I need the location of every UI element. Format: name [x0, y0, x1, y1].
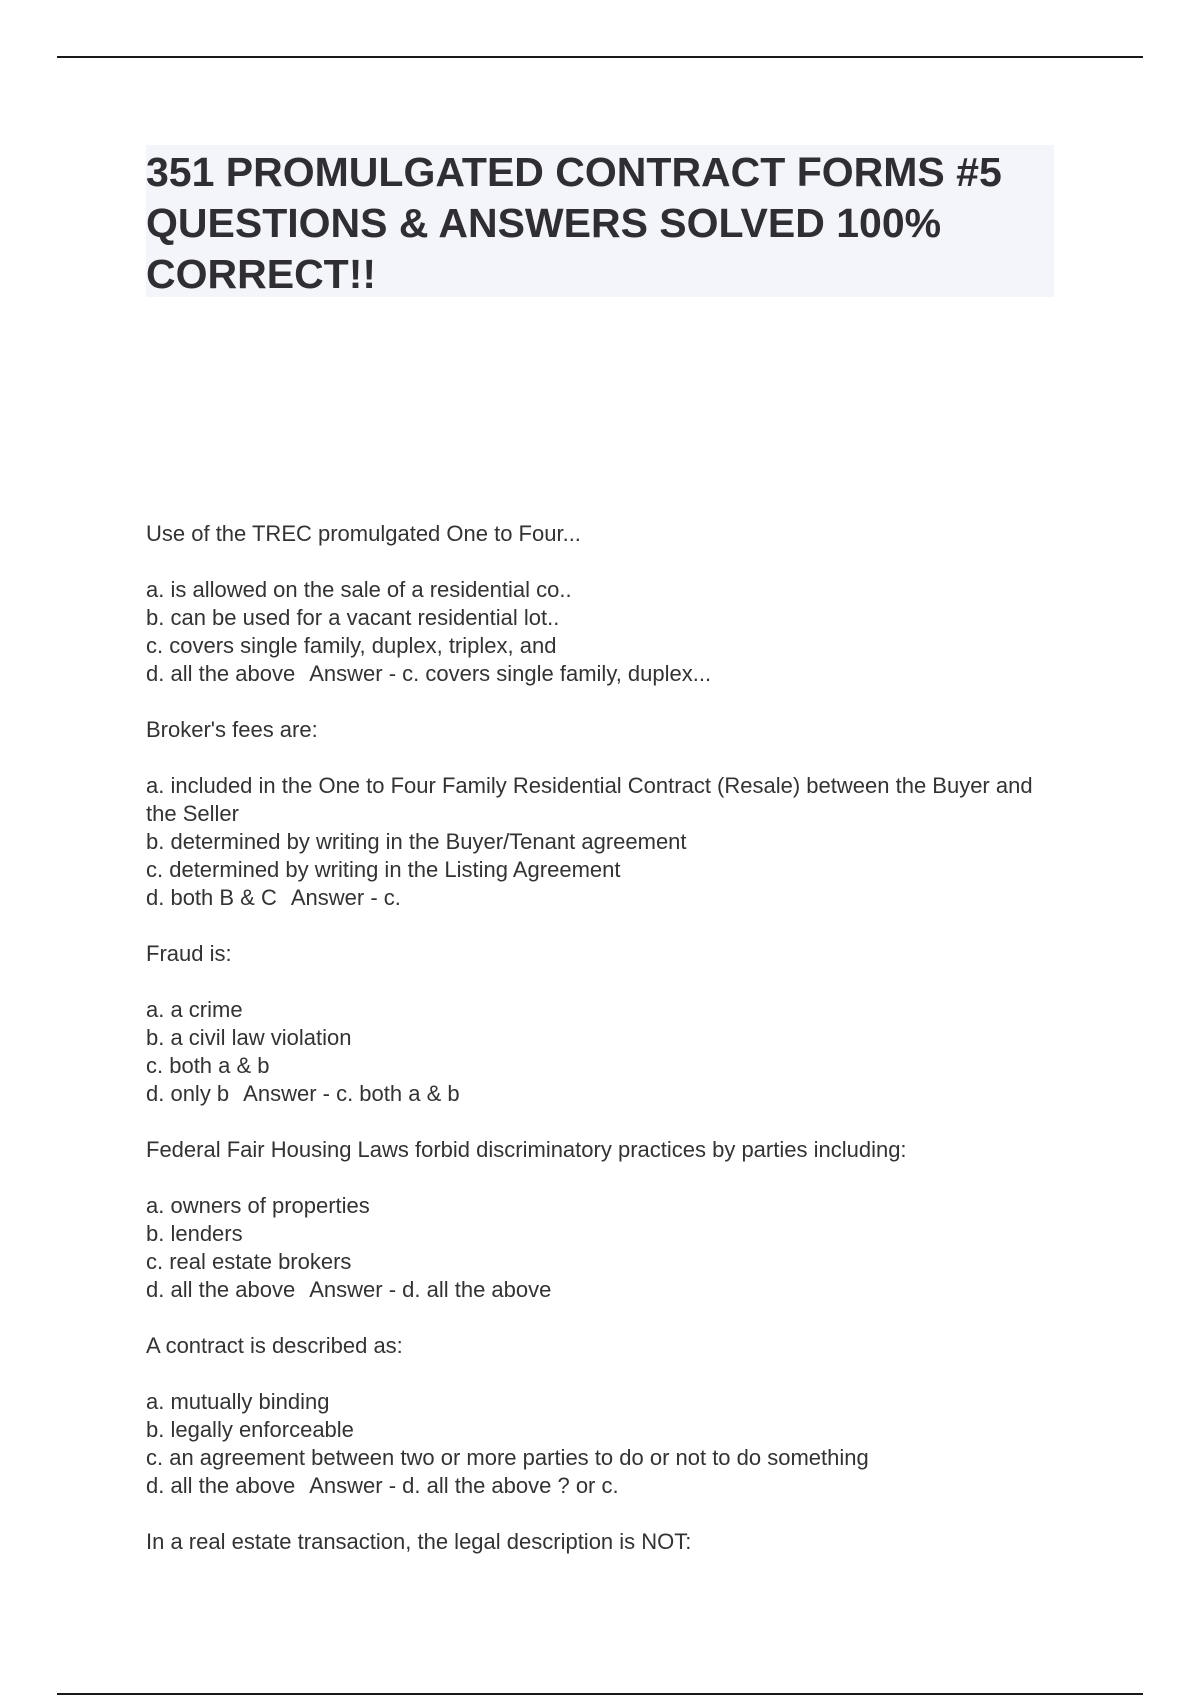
option-d: d. all the above — [146, 661, 296, 686]
title-block — [146, 145, 1054, 297]
answer-text: Answer - c. covers single family, duplex... — [309, 661, 712, 686]
qa-item-3 — [146, 940, 1046, 1108]
question-text: Broker's fees are: — [146, 717, 318, 742]
option-d-with-answer — [146, 1080, 1046, 1108]
option-a: a. a crime — [146, 997, 243, 1022]
question-text: Use of the TREC promulgated One to Four... — [146, 521, 581, 546]
option-a: a. owners of properties — [146, 1193, 370, 1218]
answer-text: Answer - c. — [290, 885, 401, 910]
option-d: d. only b — [146, 1081, 230, 1106]
qa-item-1 — [146, 520, 1046, 688]
option-b: b. can be used for a vacant residential lot.. — [146, 605, 560, 630]
qa-item-4 — [146, 1136, 1046, 1304]
option-b: b. legally enforceable — [146, 1417, 354, 1442]
option-d: d. both B & C — [146, 885, 277, 910]
option-d: d. all the above — [146, 1473, 296, 1498]
option-a: a. is allowed on the sale of a residential co.. — [146, 577, 572, 602]
question-text: A contract is described as: — [146, 1333, 403, 1358]
option-d: d. all the above — [146, 1277, 296, 1302]
option-d-with-answer — [146, 1472, 1046, 1500]
top-divider — [57, 56, 1143, 58]
option-b: b. lenders — [146, 1221, 243, 1246]
qa-item-6 — [146, 1528, 1046, 1556]
option-b: b. determined by writing in the Buyer/Tenant agreement — [146, 829, 687, 854]
question-text: Fraud is: — [146, 941, 232, 966]
option-d-with-answer — [146, 884, 1046, 912]
option-c: c. an agreement between two or more parties to do or not to do something — [146, 1445, 869, 1470]
question-text: Federal Fair Housing Laws forbid discriminatory practices by parties including: — [146, 1137, 907, 1162]
option-d-with-answer — [146, 1276, 1046, 1304]
question-text: In a real estate transaction, the legal description is NOT: — [146, 1529, 692, 1554]
option-d-with-answer — [146, 660, 1046, 688]
qa-content — [146, 520, 1046, 1584]
option-a: a. mutually binding — [146, 1389, 330, 1414]
qa-item-5 — [146, 1332, 1046, 1500]
option-c: c. determined by writing in the Listing Agreement — [146, 857, 621, 882]
document-title: 351 PROMULGATED CONTRACT FORMS #5 QUESTIONS & ANSWERS SOLVED 100% CORRECT!! — [146, 149, 1002, 297]
answer-text: Answer - d. all the above — [309, 1277, 552, 1302]
qa-item-2 — [146, 716, 1046, 912]
answer-text: Answer - d. all the above ? or c. — [309, 1473, 619, 1498]
bottom-divider — [57, 1693, 1143, 1695]
option-c: c. covers single family, duplex, triplex, and — [146, 633, 557, 658]
option-b: b. a civil law violation — [146, 1025, 352, 1050]
option-c: c. real estate brokers — [146, 1249, 352, 1274]
answer-text: Answer - c. both a & b — [243, 1081, 460, 1106]
option-a: a. included in the One to Four Family Residential Contract (Resale) between the Buyer and the Seller — [146, 773, 1033, 826]
option-c: c. both a & b — [146, 1053, 270, 1078]
